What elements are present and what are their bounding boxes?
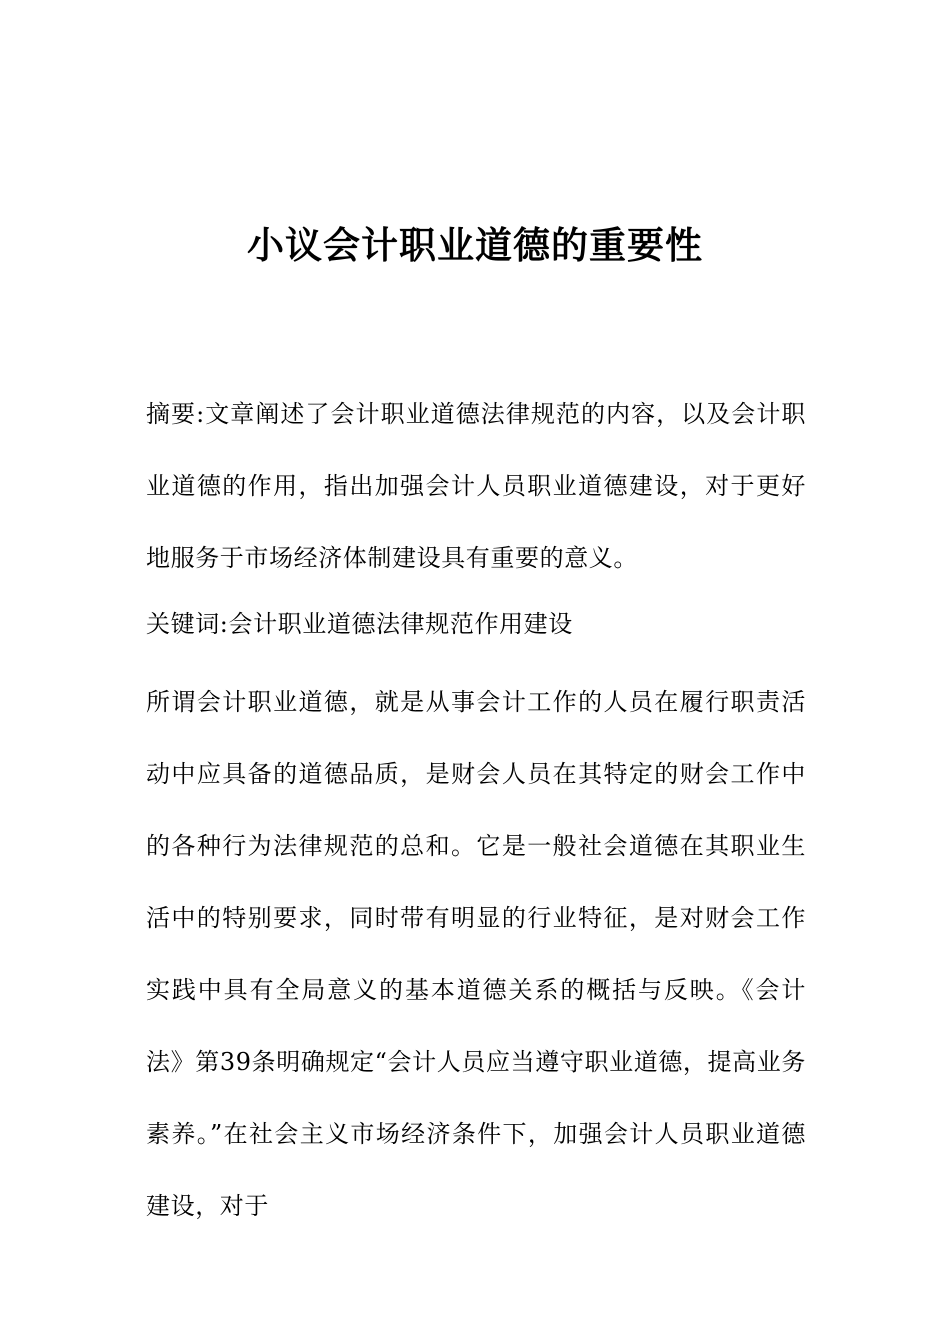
body-paragraph: 所谓会计职业道德，就是从事会计工作的人员在履行职责活动中应具备的道德品质，是财会人员在其特定的财会工作中的各种行为法律规范的总和。它是一般社会道德在其职业生活中的特别要求，同时带有明显的行业特征，是对财会工作实践中具有全局意义的基本道德关系的概括与反映。《会计法》第39条明确规定“会计人员应当遵守职业道德，提高业务素养。”在社会主义市场经济条件下，加强会计人员职业道德建设，对于 [146,688,806,1220]
abstract-paragraph: 摘要:文章阐述了会计职业道德法律规范的内容，以及会计职业道德的作用，指出加强会计人员职业道德建设，对于更好地服务于市场经济体制建设具有重要的意义。 [146,400,806,572]
keywords-line: 关键词:会计职业道德法律规范作用建设 [146,610,573,638]
document-title: 小议会计职业道德的重要性 [247,224,703,267]
